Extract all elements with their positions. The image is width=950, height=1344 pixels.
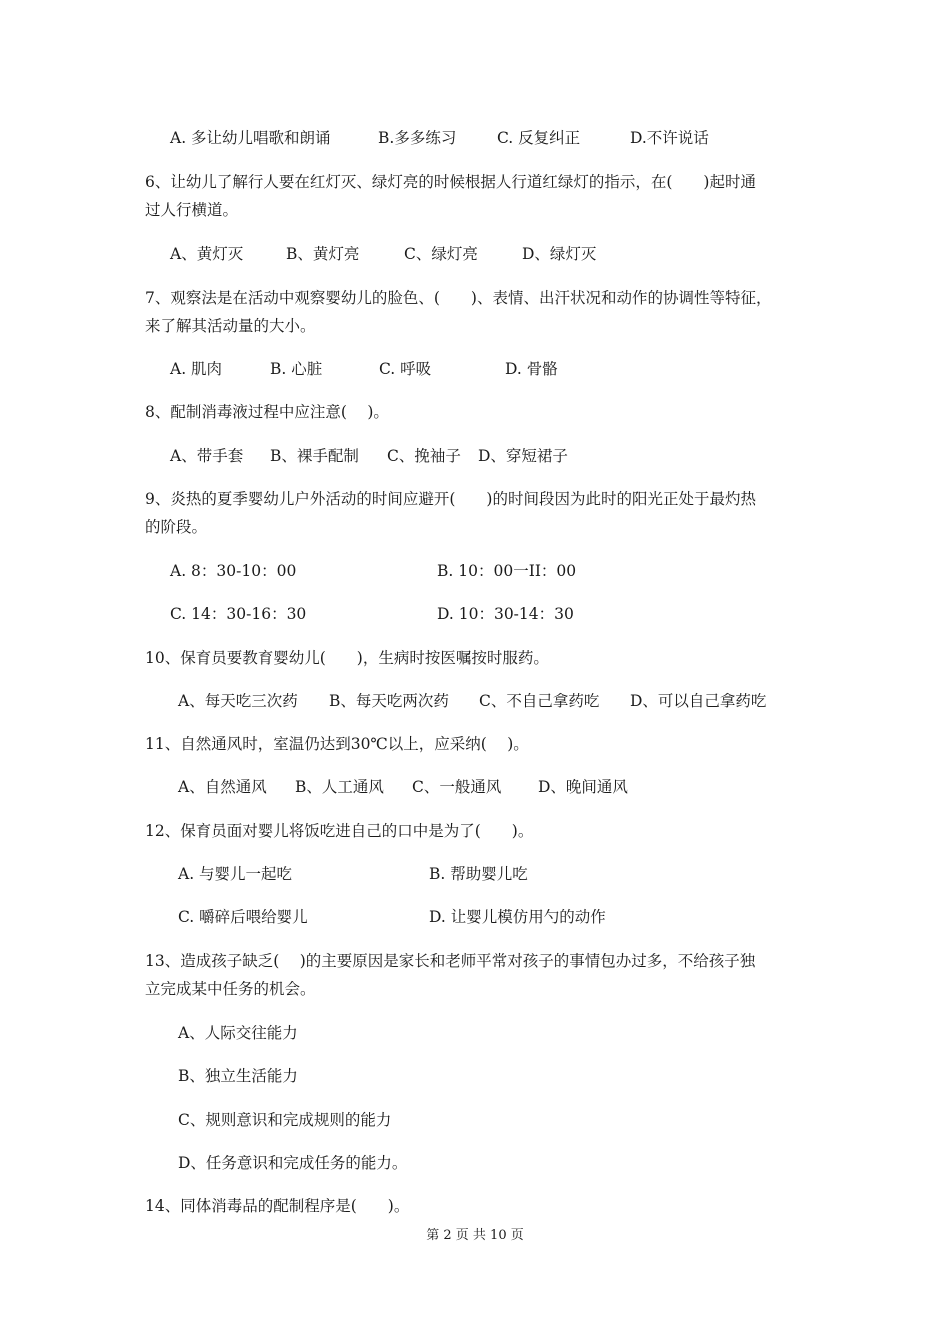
q6-option-a: A、黄灯灭 (170, 245, 244, 263)
q5-option-b: B.多多练习 (378, 129, 457, 147)
q13-stem-line2: 立完成某中任务的机会。 (145, 980, 316, 998)
q7-option-a: A. 肌肉 (170, 360, 223, 378)
q13-option-b: B、独立生活能力 (178, 1067, 298, 1085)
q8-option-d: D、穿短裙子 (478, 447, 568, 465)
q5-option-a: A. 多让幼儿唱歌和朗诵 (170, 129, 331, 147)
q12-option-c: C. 嚼碎后喂给婴儿 (178, 908, 308, 926)
q13-option-d: D、任务意识和完成任务的能力。 (178, 1154, 408, 1172)
q7-option-d: D. 骨骼 (505, 360, 558, 378)
q9-option-a: A. 8：30-10：00 (170, 562, 297, 580)
q7-stem-line2: 来了解其活动量的大小。 (145, 317, 316, 335)
q9-option-c: C. 14：30-16：30 (170, 605, 307, 623)
q7-stem-line1: 7、观察法是在活动中观察婴幼儿的脸色、( )、表情、出汗状况和动作的协调性等特征， (145, 289, 772, 307)
q8-option-c: C、挽袖子 (387, 447, 461, 465)
page-number: 第 2 页 共 10 页 (426, 1228, 524, 1243)
q5-option-c: C. 反复纠正 (497, 129, 581, 147)
q11-option-c: C、一般通风 (412, 778, 502, 796)
q10-option-b: B、每天吃两次药 (329, 692, 449, 710)
q8-stem-line1: 8、配制消毒液过程中应注意( )。 (145, 403, 389, 421)
q10-option-d: D、可以自己拿药吃 (630, 692, 767, 710)
q12-option-a: A. 与婴儿一起吃 (178, 865, 293, 883)
q8-option-a: A、带手套 (170, 447, 244, 465)
q12-option-b: B. 帮助婴儿吃 (429, 865, 528, 883)
q12-option-d: D. 让婴儿模仿用勺的动作 (429, 908, 606, 926)
q11-option-b: B、人工通风 (295, 778, 384, 796)
q13-stem-line1: 13、造成孩子缺乏( )的主要原因是家长和老师平常对孩子的事情包办过多，不给孩子独 (145, 952, 756, 970)
q6-stem-line2: 过人行横道。 (145, 201, 239, 219)
q6-option-b: B、黄灯亮 (286, 245, 360, 263)
q9-option-b: B. 10：00一II：00 (437, 562, 577, 580)
q14-stem-line1: 14、同体消毒品的配制程序是( )。 (145, 1197, 410, 1215)
q8-option-b: B、裸手配制 (270, 447, 359, 465)
q11-stem-line1: 11、自然通风时，室温仍达到30℃以上，应采纳( )。 (145, 735, 529, 753)
q13-option-a: A、人际交往能力 (178, 1024, 298, 1042)
q7-option-b: B. 心脏 (270, 360, 323, 378)
q11-option-d: D、晚间通风 (538, 778, 628, 796)
q13-option-c: C、规则意识和完成规则的能力 (178, 1111, 392, 1129)
q10-option-a: A、每天吃三次药 (178, 692, 298, 710)
q6-stem-line1: 6、让幼儿了解行人要在红灯灭、绿灯亮的时候根据人行道红绿灯的指示，在( )起时通 (145, 173, 756, 191)
q10-stem-line1: 10、保育员要教育婴幼儿( )，生病时按医嘱按时服药。 (145, 649, 549, 667)
q6-option-c: C、绿灯亮 (404, 245, 478, 263)
q9-stem-line1: 9、炎热的夏季婴幼儿户外活动的时间应避开( )的时间段因为此时的阳光正处于最灼热 (145, 490, 756, 508)
q11-option-a: A、自然通风 (178, 778, 267, 796)
q12-stem-line1: 12、保育员面对婴儿将饭吃进自己的口中是为了( )。 (145, 822, 534, 840)
q5-option-d: D.不许说话 (630, 129, 709, 147)
q7-option-c: C. 呼吸 (379, 360, 432, 378)
q9-stem-line2: 的阶段。 (145, 518, 208, 536)
q6-option-d: D、绿灯灭 (522, 245, 597, 263)
q9-option-d: D. 10：30-14：30 (437, 605, 574, 623)
q10-option-c: C、不自己拿药吃 (479, 692, 600, 710)
